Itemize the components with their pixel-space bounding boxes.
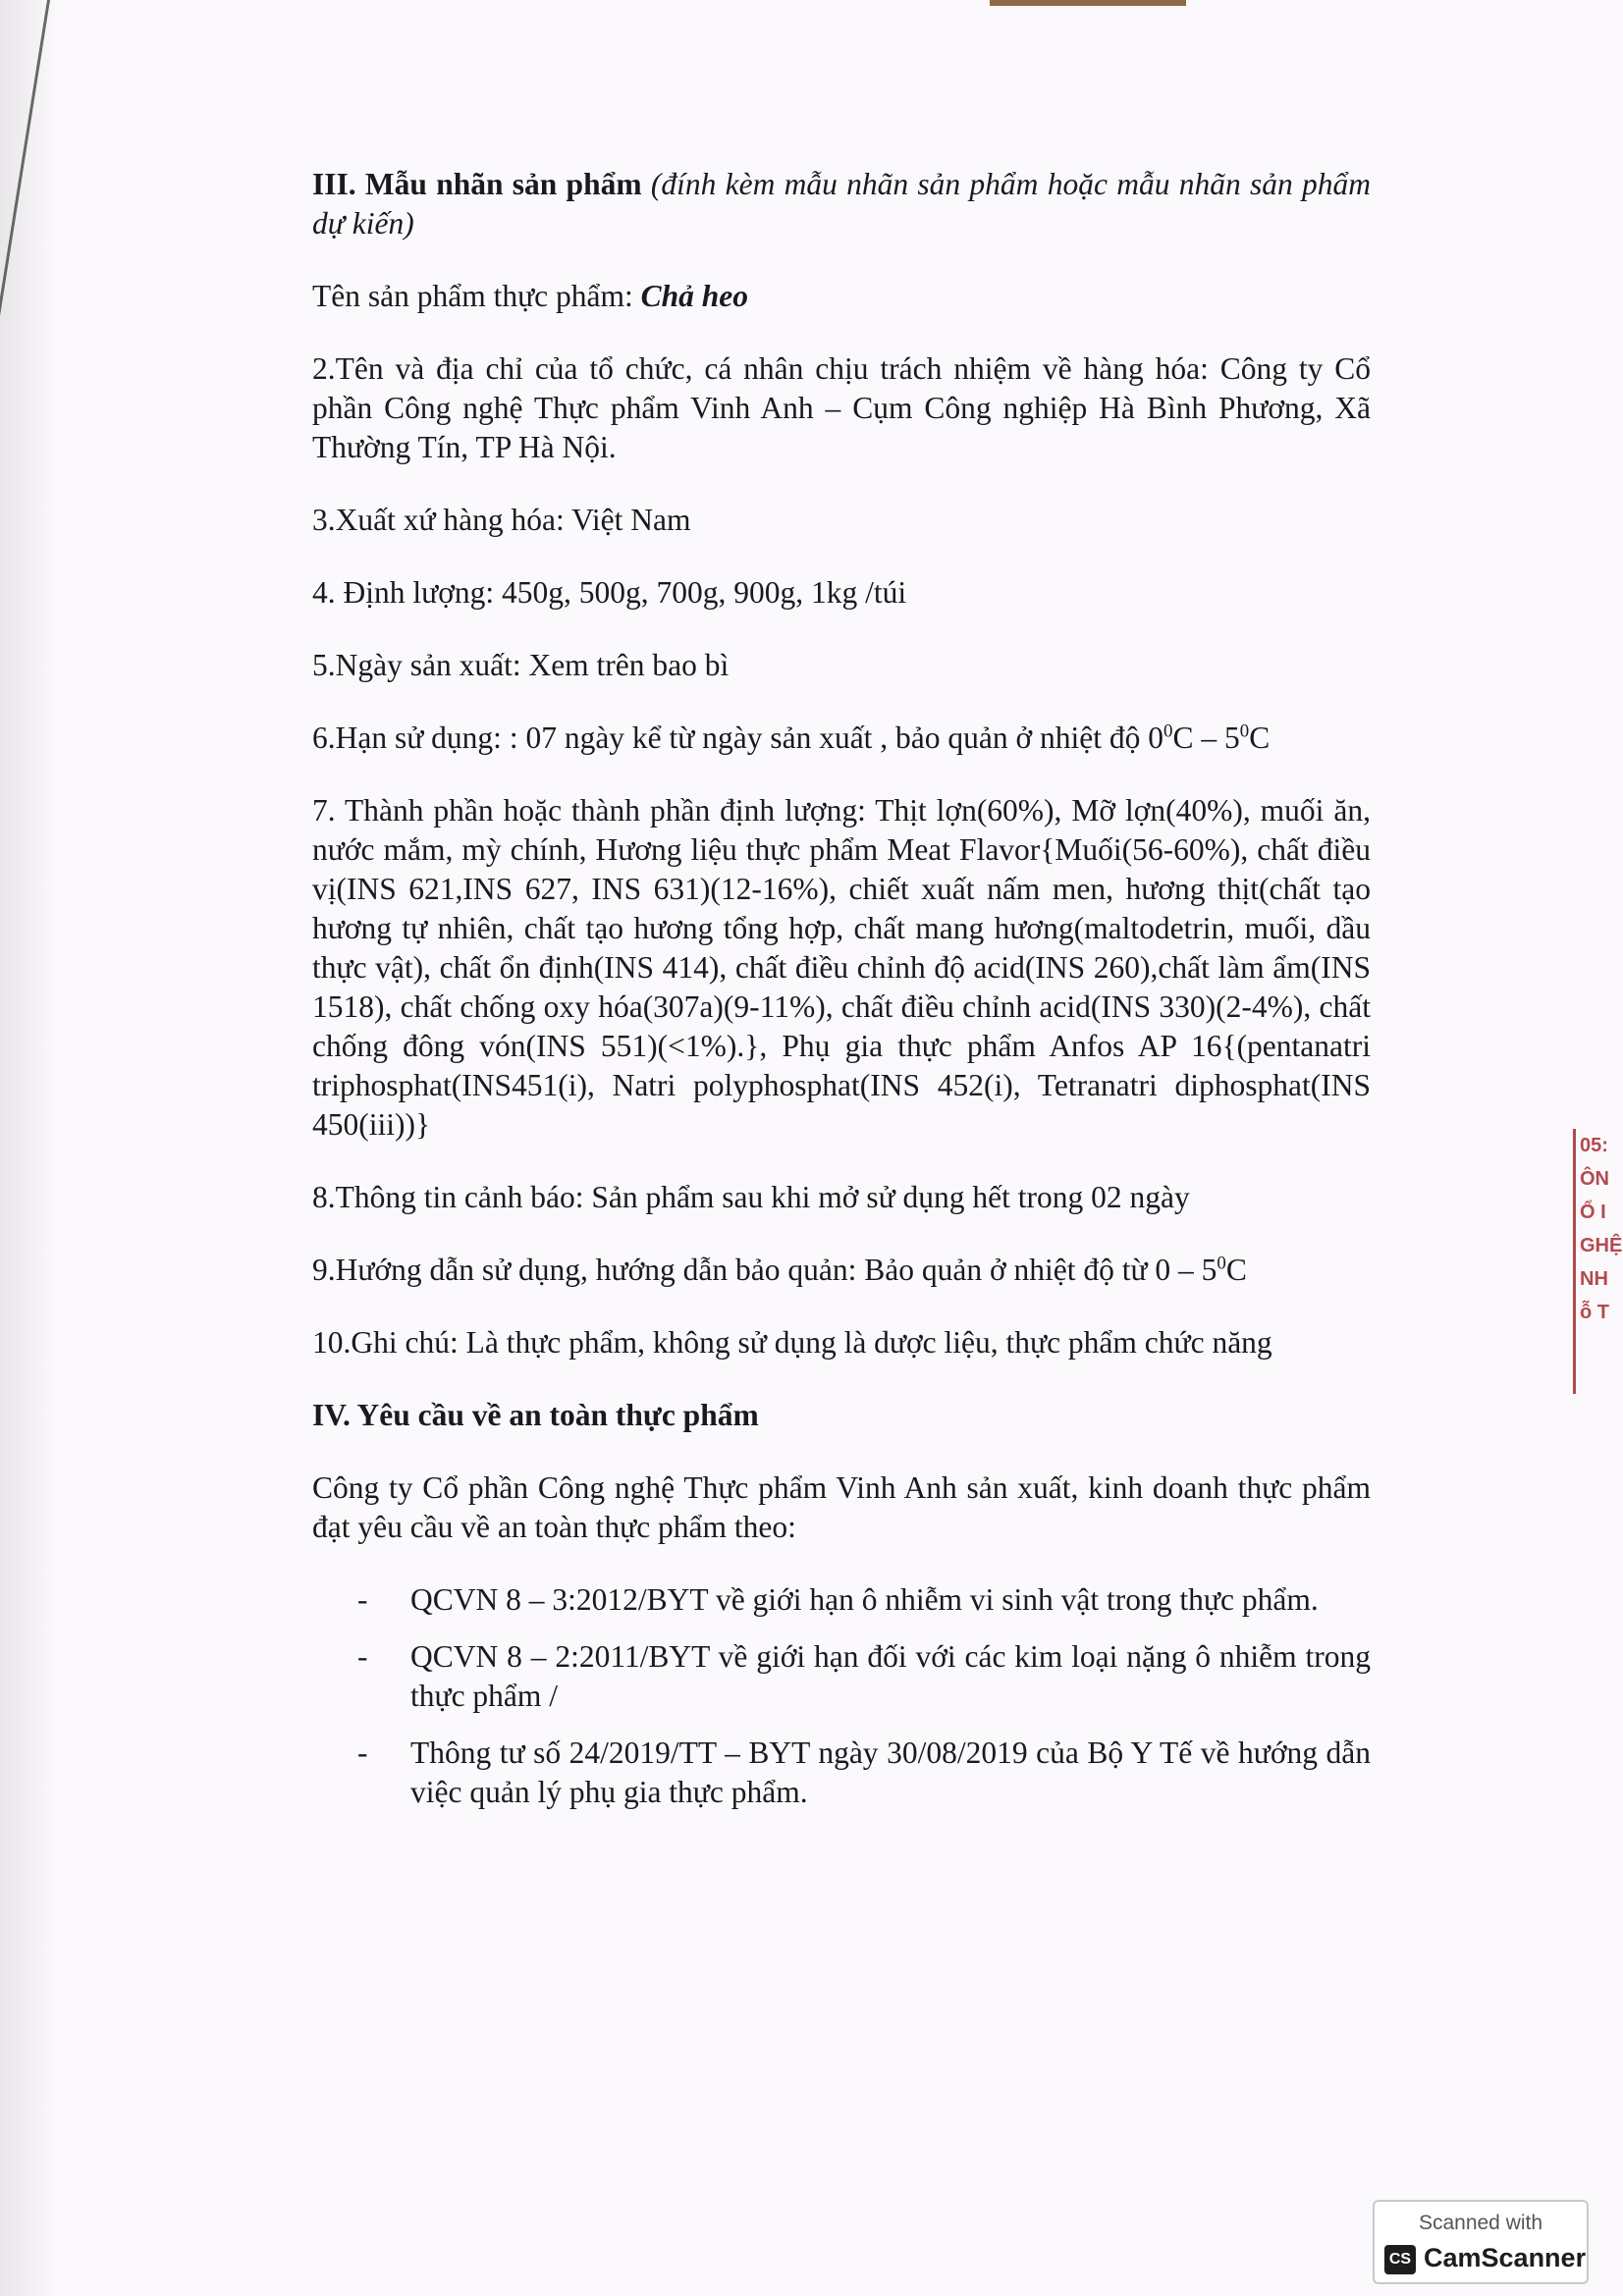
section-3-heading-note: (đính kèm mẫu nhãn sản phẩm hoặc mẫu nhãn sản phẩm dự kiến) [312, 167, 1372, 240]
section-4-heading: IV. Yêu cầu về an toàn thực phẩm [312, 1398, 759, 1432]
red-stamp-fragment [1573, 1129, 1623, 1394]
item-10-note: 10.Ghi chú: Là thực phẩm, không sử dụng là dược liệu, thực phẩm chức năng [312, 1325, 1272, 1360]
camscanner-watermark [1373, 2200, 1589, 2284]
stamp-text: Ổ I [1580, 1201, 1606, 1223]
item-8-warning: 8.Thông tin cảnh báo: Sản phẩm sau khi mở sử dụng hết trong 02 ngày [312, 1180, 1190, 1214]
item-4-net-quantity: 4. Định lượng: 450g, 500g, 700g, 900g, 1kg /túi [312, 575, 907, 610]
item-6-shelf-life: 6.Hạn sử dụng: : 07 ngày kể từ ngày sản xuất , bảo quản ở nhiệt độ $0^0C - 5^0C$ [312, 721, 1271, 755]
list-item: - Thông tư số 24/2019/TT – BYT ngày 30/08/2019 của Bộ Y Tế về hướng dẫn việc quản lý phụ gia thực phẩm. [410, 1734, 1371, 1812]
document-page [312, 165, 1371, 1830]
product-name: Chả heo [640, 279, 749, 313]
item-5-production-date: 5.Ngày sản xuất: Xem trên bao bì [312, 648, 730, 682]
requirements-list [312, 1580, 1371, 1812]
watermark-brand: CamScanner [1424, 2243, 1587, 2272]
watermark-caption: Scanned with [1418, 2212, 1543, 2234]
stamp-text: NH [1580, 1268, 1608, 1290]
item-7-ingredients: 7. Thành phần hoặc thành phần định lượng: Thịt lợn(60%), Mỡ lợn(40%), muối ăn, nước mắm, mỳ chính, Hương liệu thực phẩm Meat Flavor{Muối(56-60%), chất điều vị(INS 621,INS 627, INS 631)(12-16%), chiết xuất nấm men, hương thịt(chất tạo hương tự nhiên, chất tạo hương tổng hợp, chất mang hương(maltodetrin, muối, dầu thực vật), chất ổn định(INS 414), chất điều chỉnh độ acid(INS 260),chất làm ẩm(INS 1518), chất chống oxy hóa(307a)(9-11%), chất điều chỉnh acid(INS 330)(2-4%), chất chống đông vón(INS 551)(<1%).}, Phụ gia thực phẩm Anfos AP 16{(pentanatri triphosphat(INS451(i), Natri polyphosphat(INS 452(i), Tetranatri diphosphat(INS 450(iii))} [312, 793, 1371, 1142]
product-name-line: Tên sản phẩm thực phẩm: Chả heo [312, 279, 749, 313]
item-2-responsible-party: 2.Tên và địa chỉ của tổ chức, cá nhân chịu trách nhiệm về hàng hóa: Công ty Cổ phần Công nghệ Thực phẩm Vinh Anh – Cụm Công nghiệp Hà Bình Phương, Xã Thường Tín, TP Hà Nội. [312, 351, 1371, 464]
list-item: - QCVN 8 – 3:2012/BYT về giới hạn ô nhiễm vi sinh vật trong thực phẩm. [410, 1580, 1371, 1620]
stamp-text: ỗ T [1580, 1302, 1609, 1323]
list-item: - QCVN 8 – 2:2011/BYT về giới hạn đối với các kim loại nặng ô nhiễm trong thực phẩm / [410, 1637, 1371, 1716]
stamp-text: 05: [1580, 1135, 1608, 1156]
stamp-text: ÔN [1580, 1168, 1609, 1190]
scan-top-artifact [990, 0, 1186, 6]
camscanner-logo-icon: CS [1384, 2245, 1416, 2274]
section-4-intro: Công ty Cổ phần Công nghệ Thực phẩm Vinh Anh sản xuất, kinh doanh thực phẩm đạt yêu cầu về an toàn thực phẩm theo: [312, 1470, 1371, 1544]
item-9-storage: 9.Hướng dẫn sử dụng, hướng dẫn bảo quản: Bảo quản ở nhiệt độ từ $0 - 5^0C$ [312, 1253, 1247, 1287]
section-3-heading: III. Mẫu nhãn sản phẩm (đính kèm mẫu nhãn sản phẩm hoặc mẫu nhãn sản phẩm dự kiến) [312, 167, 1372, 240]
stamp-text: GHỆ [1580, 1235, 1623, 1256]
item-3-origin: 3.Xuất xứ hàng hóa: Việt Nam [312, 503, 691, 537]
